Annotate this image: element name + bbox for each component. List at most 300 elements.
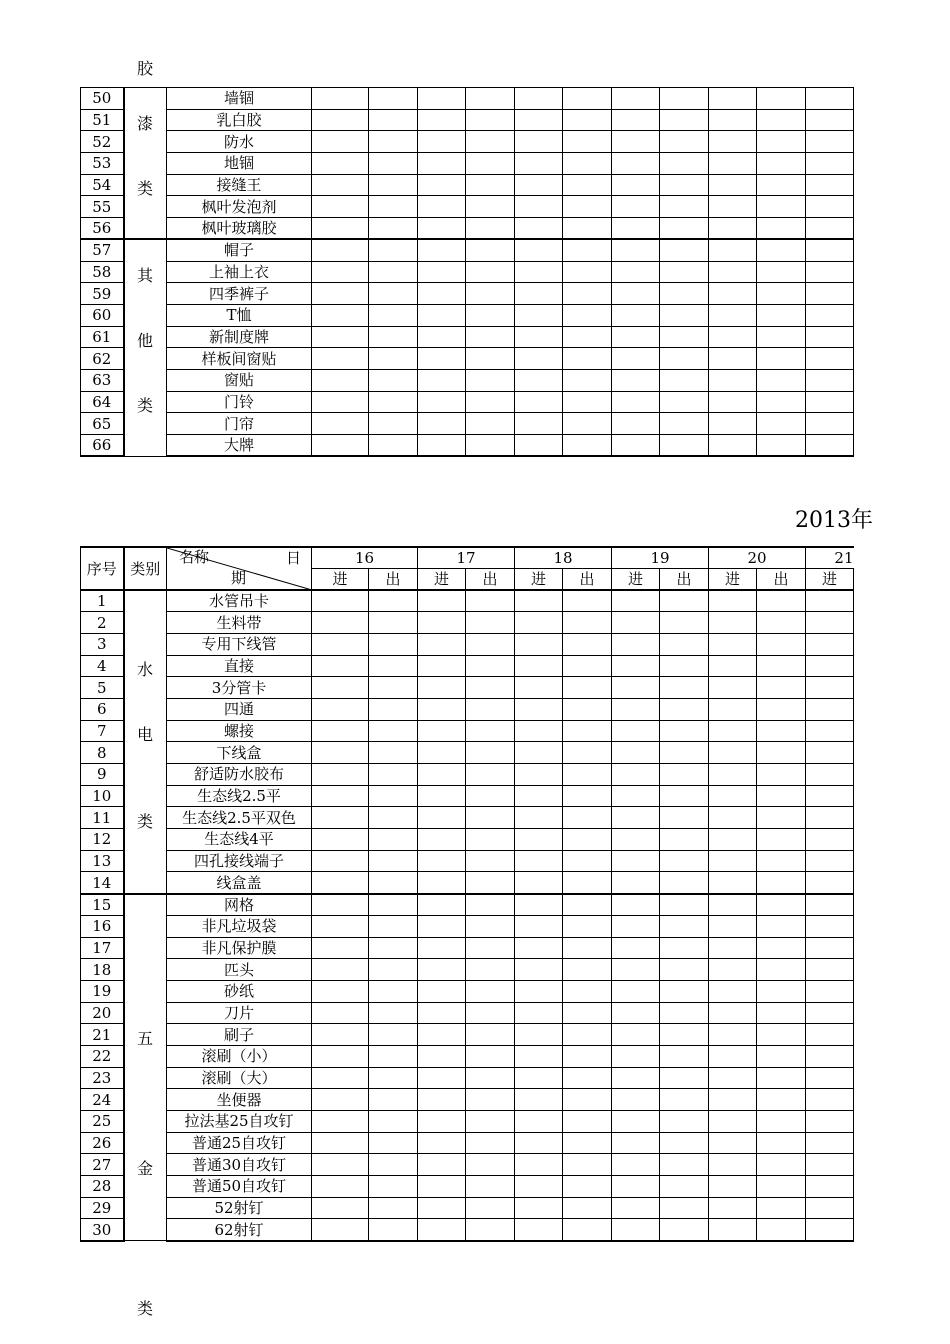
table-row — [81, 391, 854, 413]
entry-cell — [612, 655, 660, 677]
entry-cell — [563, 1154, 612, 1176]
entry-cell — [612, 1197, 660, 1219]
entry-cell — [612, 1132, 660, 1154]
entry-cell — [515, 980, 563, 1002]
entry-cell — [418, 764, 466, 786]
entry-cell — [563, 1197, 612, 1219]
category-label: 漆 — [137, 113, 154, 133]
entry-cell — [418, 348, 466, 370]
entry-cell — [757, 764, 806, 786]
item-name: 普通25自攻钉 — [167, 1132, 312, 1154]
entry-cell — [709, 88, 757, 110]
item-name: 生料带 — [167, 612, 312, 634]
entry-cell — [709, 590, 757, 612]
entry-cell — [709, 915, 757, 937]
category-label: 他 — [137, 330, 154, 350]
row-number: 54 — [81, 174, 124, 196]
category-label: 五 — [137, 1029, 154, 1048]
item-name: 滚刷（大） — [167, 1067, 312, 1089]
entry-cell — [709, 937, 757, 959]
table-row — [81, 435, 854, 457]
entry-cell — [806, 720, 854, 742]
entry-cell — [418, 980, 466, 1002]
entry-cell — [660, 261, 709, 283]
item-name: 52射钉 — [167, 1197, 312, 1219]
row-number: 4 — [81, 655, 124, 677]
entry-cell — [757, 698, 806, 720]
item-name: T恤 — [167, 304, 312, 326]
entry-cell — [612, 153, 660, 175]
entry-cell — [369, 829, 418, 851]
entry-cell — [515, 261, 563, 283]
entry-cell — [612, 742, 660, 764]
entry-cell — [806, 348, 854, 370]
entry-cell — [563, 829, 612, 851]
entry-cell — [515, 174, 563, 196]
inventory-table-bottom — [80, 546, 854, 1242]
entry-cell — [612, 218, 660, 240]
entry-cell — [612, 850, 660, 872]
entry-cell — [466, 872, 515, 894]
item-name: 生态线2.5平双色 — [167, 807, 312, 829]
table-row — [81, 348, 854, 370]
entry-cell — [312, 1024, 369, 1046]
entry-cell — [660, 677, 709, 699]
table-row — [81, 894, 854, 916]
row-number: 28 — [81, 1176, 124, 1198]
entry-cell — [515, 872, 563, 894]
entry-cell — [709, 153, 757, 175]
item-name: 墙锢 — [167, 88, 312, 110]
entry-cell — [418, 109, 466, 131]
table-row — [81, 698, 854, 720]
entry-cell — [612, 131, 660, 153]
entry-cell — [709, 261, 757, 283]
header-in: 进 — [806, 569, 854, 591]
table-row — [81, 720, 854, 742]
entry-cell — [369, 612, 418, 634]
entry-cell — [757, 1219, 806, 1241]
entry-cell — [563, 1132, 612, 1154]
entry-cell — [806, 88, 854, 110]
entry-cell — [563, 435, 612, 457]
entry-cell — [466, 850, 515, 872]
entry-cell — [757, 174, 806, 196]
entry-cell — [369, 391, 418, 413]
entry-cell — [612, 612, 660, 634]
entry-cell — [660, 1111, 709, 1133]
item-name: 四孔接线端子 — [167, 850, 312, 872]
header-out: 出 — [466, 569, 515, 591]
entry-cell — [369, 218, 418, 240]
entry-cell — [563, 1089, 612, 1111]
item-name: 四季裤子 — [167, 283, 312, 305]
entry-cell — [515, 655, 563, 677]
entry-cell — [709, 435, 757, 457]
entry-cell — [515, 1002, 563, 1024]
row-number: 26 — [81, 1132, 124, 1154]
entry-cell — [466, 655, 515, 677]
entry-cell — [709, 655, 757, 677]
entry-cell — [709, 785, 757, 807]
row-number: 66 — [81, 435, 124, 457]
entry-cell — [466, 1024, 515, 1046]
entry-cell — [466, 959, 515, 981]
entry-cell — [563, 677, 612, 699]
entry-cell — [312, 980, 369, 1002]
entry-cell — [418, 1089, 466, 1111]
entry-cell — [312, 261, 369, 283]
entry-cell — [757, 239, 806, 261]
entry-cell — [312, 218, 369, 240]
entry-cell — [312, 369, 369, 391]
row-number: 1 — [81, 590, 124, 612]
entry-cell — [660, 348, 709, 370]
entry-cell — [466, 326, 515, 348]
entry-cell — [709, 391, 757, 413]
table-row — [81, 1002, 854, 1024]
entry-cell — [757, 369, 806, 391]
entry-cell — [418, 655, 466, 677]
item-name: 螺接 — [167, 720, 312, 742]
entry-cell — [466, 1154, 515, 1176]
entry-cell — [563, 283, 612, 305]
year-title: 2013年 — [795, 508, 873, 533]
entry-cell — [806, 872, 854, 894]
entry-cell — [612, 1024, 660, 1046]
entry-cell — [660, 239, 709, 261]
entry-cell — [369, 1154, 418, 1176]
item-name: 3分管卡 — [167, 677, 312, 699]
item-name: 乳白胶 — [167, 109, 312, 131]
table-row — [81, 131, 854, 153]
entry-cell — [660, 980, 709, 1002]
entry-cell — [418, 698, 466, 720]
entry-cell — [563, 612, 612, 634]
entry-cell — [466, 633, 515, 655]
entry-cell — [806, 153, 854, 175]
table-row — [81, 239, 854, 261]
entry-cell — [709, 109, 757, 131]
entry-cell — [369, 764, 418, 786]
entry-cell — [515, 435, 563, 457]
entry-cell — [806, 742, 854, 764]
table-row — [81, 1154, 854, 1176]
table-row — [81, 261, 854, 283]
entry-cell — [660, 174, 709, 196]
entry-cell — [515, 764, 563, 786]
entry-cell — [312, 1197, 369, 1219]
row-number: 60 — [81, 304, 124, 326]
entry-cell — [806, 326, 854, 348]
entry-cell — [563, 174, 612, 196]
row-number: 51 — [81, 109, 124, 131]
entry-cell — [515, 742, 563, 764]
entry-cell — [709, 174, 757, 196]
entry-cell — [418, 1045, 466, 1067]
entry-cell — [515, 391, 563, 413]
entry-cell — [466, 590, 515, 612]
entry-cell — [369, 1067, 418, 1089]
entry-cell — [369, 109, 418, 131]
item-name: 网格 — [167, 894, 312, 916]
table-row — [81, 980, 854, 1002]
entry-cell — [312, 655, 369, 677]
entry-cell — [612, 109, 660, 131]
entry-cell — [757, 1067, 806, 1089]
entry-cell — [369, 1111, 418, 1133]
entry-cell — [612, 1176, 660, 1198]
row-number: 55 — [81, 196, 124, 218]
entry-cell — [466, 937, 515, 959]
entry-cell — [757, 283, 806, 305]
entry-cell — [312, 677, 369, 699]
entry-cell — [466, 698, 515, 720]
entry-cell — [312, 720, 369, 742]
row-number: 24 — [81, 1089, 124, 1111]
table-row — [81, 218, 854, 240]
entry-cell — [369, 1219, 418, 1241]
entry-cell — [757, 1045, 806, 1067]
entry-cell — [369, 850, 418, 872]
entry-cell — [418, 1002, 466, 1024]
entry-cell — [660, 1176, 709, 1198]
row-number: 53 — [81, 153, 124, 175]
header-day-17: 17 — [418, 547, 515, 569]
entry-cell — [612, 698, 660, 720]
entry-cell — [660, 807, 709, 829]
entry-cell — [466, 88, 515, 110]
entry-cell — [709, 196, 757, 218]
entry-cell — [612, 413, 660, 435]
table-row — [81, 872, 854, 894]
entry-cell — [709, 1024, 757, 1046]
entry-cell — [709, 239, 757, 261]
entry-cell — [369, 980, 418, 1002]
entry-cell — [563, 915, 612, 937]
entry-cell — [563, 88, 612, 110]
entry-cell — [515, 633, 563, 655]
entry-cell — [369, 894, 418, 916]
entry-cell — [612, 1067, 660, 1089]
entry-cell — [709, 959, 757, 981]
entry-cell — [806, 283, 854, 305]
entry-cell — [660, 829, 709, 851]
entry-cell — [418, 633, 466, 655]
entry-cell — [660, 1024, 709, 1046]
entry-cell — [418, 1154, 466, 1176]
entry-cell — [612, 196, 660, 218]
row-number: 10 — [81, 785, 124, 807]
entry-cell — [612, 1111, 660, 1133]
entry-cell — [757, 391, 806, 413]
row-number: 65 — [81, 413, 124, 435]
entry-cell — [709, 1154, 757, 1176]
entry-cell — [660, 413, 709, 435]
entry-cell — [806, 304, 854, 326]
entry-cell — [515, 1045, 563, 1067]
entry-cell — [418, 283, 466, 305]
item-name: 上袖上衣 — [167, 261, 312, 283]
entry-cell — [515, 413, 563, 435]
entry-cell — [563, 894, 612, 916]
entry-cell — [369, 131, 418, 153]
entry-cell — [612, 764, 660, 786]
entry-cell — [369, 807, 418, 829]
entry-cell — [312, 894, 369, 916]
entry-cell — [612, 894, 660, 916]
entry-cell — [612, 174, 660, 196]
entry-cell — [418, 1176, 466, 1198]
entry-cell — [757, 829, 806, 851]
entry-cell — [515, 698, 563, 720]
entry-cell — [660, 959, 709, 981]
entry-cell — [515, 1024, 563, 1046]
entry-cell — [806, 218, 854, 240]
entry-cell — [312, 764, 369, 786]
entry-cell — [312, 872, 369, 894]
entry-cell — [660, 391, 709, 413]
entry-cell — [466, 612, 515, 634]
entry-cell — [466, 283, 515, 305]
table-row — [81, 109, 854, 131]
entry-cell — [709, 677, 757, 699]
entry-cell — [418, 720, 466, 742]
entry-cell — [612, 283, 660, 305]
entry-cell — [466, 720, 515, 742]
item-name: 刷子 — [167, 1024, 312, 1046]
entry-cell — [612, 1219, 660, 1241]
entry-cell — [806, 1219, 854, 1241]
entry-cell — [806, 850, 854, 872]
entry-cell — [515, 677, 563, 699]
entry-cell — [369, 677, 418, 699]
entry-cell — [466, 131, 515, 153]
entry-cell — [466, 348, 515, 370]
entry-cell — [466, 435, 515, 457]
header-name-period — [167, 547, 312, 590]
entry-cell — [563, 153, 612, 175]
header-day-16: 16 — [312, 547, 418, 569]
inventory-table-top — [80, 87, 854, 457]
entry-cell — [418, 391, 466, 413]
entry-cell — [418, 1111, 466, 1133]
entry-cell — [806, 1002, 854, 1024]
table-row — [81, 1045, 854, 1067]
entry-cell — [369, 1132, 418, 1154]
item-name: 新制度牌 — [167, 326, 312, 348]
item-name: 地锢 — [167, 153, 312, 175]
entry-cell — [466, 413, 515, 435]
entry-cell — [563, 109, 612, 131]
entry-cell — [660, 88, 709, 110]
item-name: 水管吊卡 — [167, 590, 312, 612]
entry-cell — [806, 807, 854, 829]
entry-cell — [563, 239, 612, 261]
entry-cell — [757, 915, 806, 937]
category-label: 其 — [137, 265, 154, 285]
entry-cell — [563, 590, 612, 612]
entry-cell — [312, 1132, 369, 1154]
entry-cell — [757, 261, 806, 283]
entry-cell — [418, 435, 466, 457]
entry-cell — [369, 720, 418, 742]
table-row — [81, 850, 854, 872]
item-name: 线盒盖 — [167, 872, 312, 894]
row-number: 13 — [81, 850, 124, 872]
entry-cell — [466, 1067, 515, 1089]
row-number: 9 — [81, 764, 124, 786]
entry-cell — [312, 153, 369, 175]
entry-cell — [806, 937, 854, 959]
entry-cell — [806, 1197, 854, 1219]
header-day-18: 18 — [515, 547, 612, 569]
entry-cell — [418, 894, 466, 916]
entry-cell — [312, 326, 369, 348]
entry-cell — [660, 937, 709, 959]
entry-cell — [369, 655, 418, 677]
entry-cell — [757, 1132, 806, 1154]
entry-cell — [563, 1067, 612, 1089]
entry-cell — [757, 1176, 806, 1198]
table-row — [81, 1197, 854, 1219]
entry-cell — [312, 742, 369, 764]
row-number: 20 — [81, 1002, 124, 1024]
row-number: 22 — [81, 1045, 124, 1067]
row-number: 27 — [81, 1154, 124, 1176]
entry-cell — [563, 196, 612, 218]
entry-cell — [612, 348, 660, 370]
entry-cell — [757, 196, 806, 218]
entry-cell — [563, 742, 612, 764]
item-name: 普通30自攻钉 — [167, 1154, 312, 1176]
entry-cell — [709, 612, 757, 634]
entry-cell — [757, 153, 806, 175]
entry-cell — [563, 1045, 612, 1067]
category-label: 电 — [137, 725, 154, 745]
entry-cell — [660, 915, 709, 937]
entry-cell — [660, 109, 709, 131]
entry-cell — [312, 109, 369, 131]
entry-cell — [757, 959, 806, 981]
entry-cell — [563, 633, 612, 655]
entry-cell — [466, 153, 515, 175]
entry-cell — [612, 391, 660, 413]
entry-cell — [418, 915, 466, 937]
entry-cell — [806, 633, 854, 655]
entry-cell — [312, 283, 369, 305]
entry-cell — [660, 1154, 709, 1176]
entry-cell — [757, 1089, 806, 1111]
entry-cell — [660, 1002, 709, 1024]
entry-cell — [466, 980, 515, 1002]
table-row — [81, 1111, 854, 1133]
entry-cell — [757, 785, 806, 807]
entry-cell — [563, 980, 612, 1002]
entry-cell — [515, 959, 563, 981]
entry-cell — [806, 1111, 854, 1133]
entry-cell — [709, 980, 757, 1002]
entry-cell — [757, 435, 806, 457]
entry-cell — [466, 677, 515, 699]
header-out: 出 — [563, 569, 612, 591]
item-name: 刀片 — [167, 1002, 312, 1024]
entry-cell — [563, 326, 612, 348]
entry-cell — [369, 239, 418, 261]
item-name: 坐便器 — [167, 1089, 312, 1111]
entry-cell — [515, 1067, 563, 1089]
row-number: 52 — [81, 131, 124, 153]
